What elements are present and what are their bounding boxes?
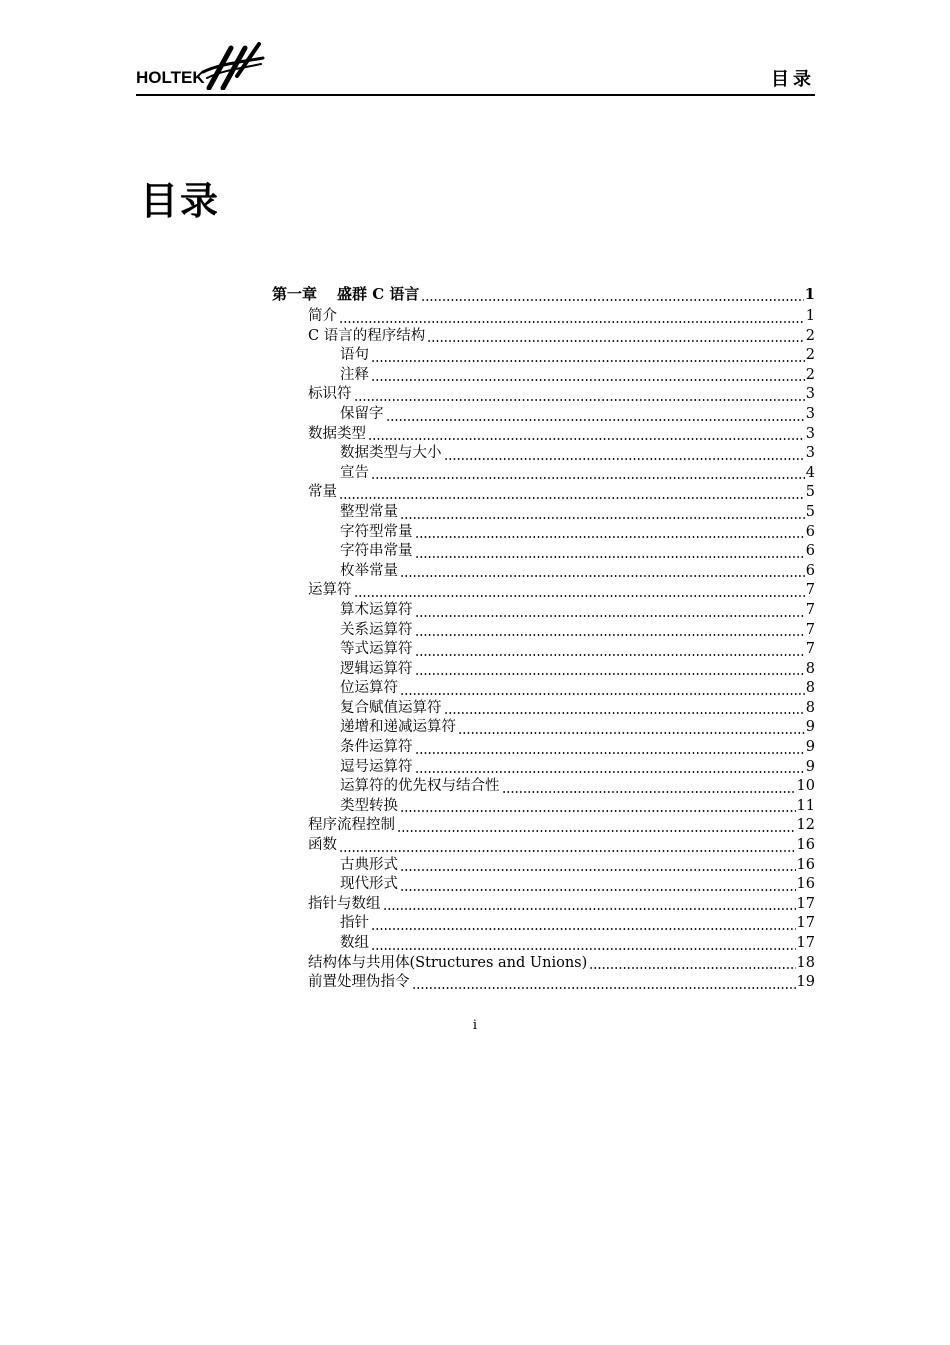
logo-text: HOLTEK	[136, 68, 205, 87]
toc-entry[interactable]	[272, 954, 815, 974]
toc-page-number: 12	[796, 817, 815, 834]
toc-entry-label	[340, 503, 398, 523]
toc-entry-label	[340, 346, 369, 366]
toc-page-number: 8	[805, 680, 815, 697]
toc-dot-leader	[368, 438, 805, 440]
toc-entry[interactable]	[272, 699, 815, 719]
toc-page-number: 11	[796, 797, 815, 814]
toc-dot-leader	[371, 477, 805, 479]
toc-page-number: 16	[796, 876, 815, 893]
toc-page-number: 7	[805, 641, 815, 658]
toc-entry[interactable]	[272, 856, 815, 876]
toc-dot-leader	[427, 340, 805, 342]
toc-entry-label	[340, 875, 398, 895]
toc-entry[interactable]	[272, 718, 815, 738]
toc-entry-title: 数据类型与大小	[340, 445, 442, 462]
toc-page-number: 8	[805, 699, 815, 716]
toc-entry-title: 类型转换	[340, 797, 398, 814]
toc-page-number: 2	[805, 347, 815, 364]
toc-entry-title: 盛群 C 语言	[337, 285, 420, 304]
toc-page-number: 2	[805, 327, 815, 344]
toc-entry[interactable]	[272, 425, 815, 445]
toc-entry-label	[340, 914, 369, 934]
toc-entry-label	[340, 523, 413, 543]
toc-entry[interactable]	[272, 581, 815, 601]
toc-page-number: 7	[805, 582, 815, 599]
toc-entry[interactable]	[272, 562, 815, 582]
toc-entry-title: 宣告	[340, 464, 369, 481]
toc-page-number: 9	[805, 739, 815, 756]
toc-dot-leader	[412, 987, 796, 989]
toc-entry-title: 逻辑运算符	[340, 660, 413, 677]
toc-entry-title: 程序流程控制	[308, 817, 395, 834]
toc-entry[interactable]	[272, 758, 815, 778]
toc-chapter-number: 第一章	[272, 285, 318, 304]
toc-page-number: 7	[805, 621, 815, 638]
toc-entry-label	[308, 327, 425, 347]
toc-entry-label	[272, 285, 419, 305]
toc-page-number: 10	[796, 778, 815, 795]
toc-page-number: 17	[796, 915, 815, 932]
toc-entry-label	[340, 758, 413, 778]
toc-entry-title: 枚举常量	[340, 562, 398, 579]
toc-entry-label	[340, 738, 413, 758]
toc-dot-leader	[339, 850, 796, 852]
toc-entry-title: 语句	[340, 347, 369, 364]
toc-entry-label	[340, 856, 398, 876]
toc-page-number: 16	[796, 856, 815, 873]
toc-entry-label	[308, 816, 395, 836]
toc-entry[interactable]	[272, 346, 815, 366]
toc-entry-title: 关系运算符	[340, 621, 413, 638]
toc-page-number: 17	[796, 895, 815, 912]
toc-entry-label	[340, 542, 413, 562]
toc-entry-label	[308, 385, 352, 405]
toc-dot-leader	[339, 497, 805, 499]
toc-page-number: 9	[805, 719, 815, 736]
toc-entry[interactable]	[272, 895, 815, 915]
toc-page-number: 3	[805, 445, 815, 462]
toc-entry[interactable]	[272, 816, 815, 836]
toc-entry-title: 运算符	[308, 582, 352, 599]
toc-dot-leader	[371, 928, 796, 930]
toc-entry-title: 保留字	[340, 405, 384, 422]
toc-entry-title: 注释	[340, 366, 369, 383]
toc-entry-label	[340, 621, 413, 641]
toc-entry-label	[340, 366, 369, 386]
toc-page-number: 7	[805, 601, 815, 618]
toc-dot-leader	[415, 654, 805, 656]
toc-dot-leader	[400, 889, 796, 891]
toc-dot-leader	[400, 575, 805, 577]
toc-dot-leader	[371, 379, 805, 381]
toc-entry-title: 复合赋值运算符	[340, 699, 442, 716]
toc-dot-leader	[383, 908, 796, 910]
toc-entry-label	[308, 425, 366, 445]
toc-entry-label	[340, 601, 413, 621]
toc-entry-title: 古典形式	[340, 856, 398, 873]
header-title: 目录	[771, 69, 815, 90]
toc-entry-title: 指针与数组	[308, 895, 381, 912]
toc-entry[interactable]	[272, 542, 815, 562]
toc-page-number: 6	[805, 523, 815, 540]
toc-entry[interactable]	[272, 777, 815, 797]
toc-entry-title: 前置处理伪指令	[308, 974, 410, 991]
toc-page-number: 16	[796, 837, 815, 854]
toc-page-number: 5	[805, 484, 815, 501]
toc-entry[interactable]	[272, 327, 815, 347]
toc-entry-title: 条件运算符	[340, 739, 413, 756]
toc-dot-leader	[400, 810, 796, 812]
toc-entry-title: 运算符的优先权与结合性	[340, 778, 500, 795]
toc-entry-title: 数据类型	[308, 425, 366, 442]
toc-entry-label	[340, 679, 398, 699]
toc-page-number: 3	[805, 425, 815, 442]
toc-entry-title: 常量	[308, 484, 337, 501]
toc-dot-leader	[415, 556, 805, 558]
toc-entry[interactable]	[272, 934, 815, 954]
toc-dot-leader	[415, 634, 805, 636]
toc-dot-leader	[415, 752, 805, 754]
toc-entry-label	[308, 895, 381, 915]
toc-entry[interactable]	[272, 836, 815, 856]
toc-page-number: 8	[805, 660, 815, 677]
toc-dot-leader	[502, 791, 796, 793]
toc-dot-leader	[444, 458, 805, 460]
toc-page-number: 1	[805, 308, 815, 324]
toc-entry[interactable]	[272, 385, 815, 405]
toc-entry-label	[340, 464, 369, 484]
toc-entry-label	[340, 797, 398, 817]
page-header	[136, 40, 815, 96]
toc-page-number: 4	[805, 464, 815, 481]
toc-page-number: 2	[805, 366, 815, 383]
toc-dot-leader	[400, 869, 796, 871]
toc-entry-title: 字符串常量	[340, 543, 413, 560]
toc-entry[interactable]	[272, 366, 815, 386]
toc-dot-leader	[371, 948, 796, 950]
toc-dot-leader	[339, 321, 805, 323]
toc-entry-label	[340, 562, 398, 582]
toc-entry-title: 等式运算符	[340, 641, 413, 658]
toc-entry-label	[308, 307, 337, 327]
toc-entry[interactable]	[272, 405, 815, 425]
toc-entry-title: 数组	[340, 935, 369, 951]
toc-entry[interactable]	[272, 738, 815, 758]
toc-chapter-entry[interactable]	[272, 283, 815, 305]
toc-entry[interactable]	[272, 307, 815, 327]
toc-entry[interactable]	[272, 483, 815, 503]
toc-page-number: 3	[805, 386, 815, 403]
toc-dot-leader	[415, 615, 805, 617]
toc-entry[interactable]	[272, 640, 815, 660]
toc-entry-title: 函数	[308, 837, 337, 854]
toc-entry-title: 位运算符	[340, 680, 398, 697]
toc-page-number: 1	[804, 285, 815, 304]
toc-dot-leader	[589, 967, 795, 969]
toc-dot-leader	[415, 536, 805, 538]
toc-entry-title: 整型常量	[340, 503, 398, 520]
toc-page-number: 17	[796, 935, 815, 951]
toc-entry-label	[340, 444, 442, 464]
toc-entry[interactable]	[272, 523, 815, 543]
toc-entry-label	[340, 660, 413, 680]
toc-dot-leader	[415, 673, 805, 675]
table-of-contents	[272, 283, 815, 993]
toc-entry[interactable]	[272, 660, 815, 680]
toc-entry-label	[340, 718, 456, 738]
toc-dot-leader	[354, 399, 805, 401]
toc-dot-leader	[354, 595, 805, 597]
toc-dot-leader	[444, 712, 805, 714]
toc-page-number: 6	[805, 543, 815, 560]
toc-entry[interactable]	[272, 601, 815, 621]
toc-dot-leader	[386, 419, 805, 421]
toc-dot-leader	[371, 360, 805, 362]
toc-entry-label	[308, 973, 410, 993]
toc-page-number: 9	[805, 758, 815, 775]
toc-entry-label	[340, 777, 500, 797]
toc-entry-title: C 语言的程序结构	[308, 327, 426, 344]
holtek-logo-mark-icon	[201, 42, 265, 90]
toc-entry-label	[308, 836, 337, 856]
toc-entry[interactable]	[272, 621, 815, 641]
toc-entry[interactable]	[272, 444, 815, 464]
toc-entry[interactable]	[272, 679, 815, 699]
toc-entry-title: 逗号运算符	[340, 758, 413, 775]
toc-entry-label	[308, 483, 337, 503]
toc-entry-title: 简介	[308, 308, 337, 324]
toc-entry[interactable]	[272, 973, 815, 993]
holtek-logo	[136, 44, 265, 90]
toc-page-number: 6	[805, 562, 815, 579]
toc-entry[interactable]	[272, 464, 815, 484]
toc-entry-title: 字符型常量	[340, 523, 413, 540]
toc-entry[interactable]	[272, 875, 815, 895]
toc-entry-title: 递增和递减运算符	[340, 719, 456, 736]
toc-dot-leader	[458, 732, 805, 734]
toc-entry[interactable]	[272, 914, 815, 934]
toc-dot-leader	[400, 517, 805, 519]
toc-entry-label	[340, 640, 413, 660]
toc-dot-leader	[421, 299, 803, 301]
toc-entry-label	[340, 405, 384, 425]
toc-entry[interactable]	[272, 797, 815, 817]
page-title: 目录	[140, 178, 221, 223]
toc-entry-label	[340, 934, 369, 954]
toc-entry-title: 算术运算符	[340, 601, 413, 618]
toc-page-number: 5	[805, 503, 815, 520]
toc-page-number: 3	[805, 405, 815, 422]
toc-entry-title: 标识符	[308, 386, 352, 403]
toc-page-number: 18	[796, 954, 815, 971]
toc-entry-label	[308, 581, 352, 601]
toc-dot-leader	[415, 771, 805, 773]
toc-entry-label	[308, 954, 587, 974]
toc-entry[interactable]	[272, 503, 815, 523]
toc-entry-title: 结构体与共用体(Structures and Unions)	[308, 954, 588, 971]
toc-dot-leader	[397, 830, 796, 832]
toc-entry-title: 现代形式	[340, 876, 398, 893]
toc-page-number: 19	[796, 974, 815, 991]
toc-dot-leader	[400, 693, 805, 695]
toc-entry-label	[340, 699, 442, 719]
toc-entry-title: 指针	[340, 915, 369, 932]
footer-page-number: i	[472, 1018, 478, 1033]
